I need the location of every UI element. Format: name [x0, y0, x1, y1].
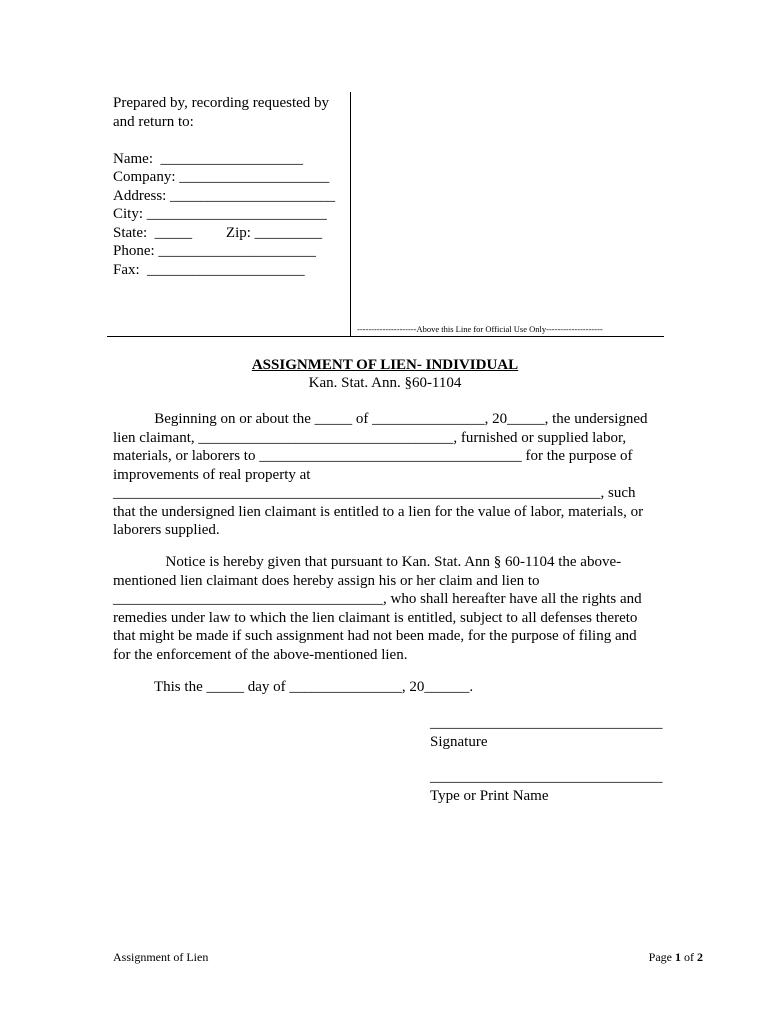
page-of: of: [681, 950, 697, 964]
date-line: This the _____ day of _______________, 20______.: [113, 679, 474, 695]
paragraph-notice: [113, 553, 673, 664]
page-total: 2: [697, 950, 703, 964]
paragraph-line: that might be made if such assignment had not been made, for the purpose of filing and: [113, 628, 637, 644]
paragraph-line: for the enforcement of the above-mentioned lien.: [113, 646, 408, 663]
prepared-by-line-1: Prepared by, recording requested by: [113, 95, 330, 111]
company-field: Company: ____________________: [113, 169, 330, 185]
paragraph-line: Beginning on or about the _____ of _______________, 20_____, the undersigned: [113, 411, 648, 427]
signature-label: Signature: [430, 733, 488, 750]
signature-block: [430, 714, 670, 751]
paragraph-line: ____________________________________, who shall hereafter have all the rights and: [113, 591, 642, 607]
city-field: City: ________________________: [113, 206, 327, 222]
fax-field: Fax: _____________________: [113, 261, 305, 278]
print-name-label: Type or Print Name: [430, 787, 549, 804]
header-vertical-divider: [350, 92, 351, 337]
document-title: ASSIGNMENT OF LIEN- INDIVIDUAL: [251, 357, 519, 373]
name-field: Name: ___________________: [113, 150, 303, 167]
page-prefix: Page: [648, 950, 675, 964]
prepared-by-line-2: and return to:: [113, 113, 194, 130]
print-name-rule: _______________________________: [430, 769, 663, 785]
paragraph-line: that the undersigned lien claimant is entitled to a lien for the value of labor, materials, or: [113, 503, 644, 520]
footer-page-number: [649, 948, 703, 967]
paragraph-line: materials, or laborers to ___________________________________ for the purpose of: [113, 448, 633, 464]
paragraph-beginning: [113, 410, 673, 540]
paragraph-line: Notice is hereby given that pursuant to Kan. Stat. Ann § 60-1104 the above-: [113, 554, 622, 570]
page-current: 1: [675, 950, 681, 964]
paragraph-line: remedies under law to which the lien claimant is entitled, subject to all defenses thereto: [113, 609, 638, 626]
paragraph-line: lien claimant, __________________________________, furnished or supplied labor,: [113, 429, 627, 446]
state-zip-field: State: _____ Zip: _________: [113, 224, 323, 241]
print-name-block: [430, 768, 670, 805]
address-field: Address: ______________________: [113, 187, 336, 204]
statute-reference: Kan. Stat. Ann. §60-1104: [308, 375, 462, 391]
prepared-by-block: [113, 94, 353, 279]
paragraph-line: _________________________________________________________________, such: [113, 485, 636, 501]
paragraph-line: improvements of real property at: [113, 466, 311, 483]
footer-document-name: Assignment of Lien: [113, 950, 209, 964]
paragraph-line: laborers supplied.: [113, 522, 220, 538]
paragraph-date: [113, 678, 673, 697]
signature-rule: _______________________________: [430, 715, 663, 731]
header-horizontal-divider: [107, 336, 664, 337]
paragraph-line: mentioned lien claimant does hereby assign his or her claim and lien to: [113, 572, 540, 589]
official-use-notice: ---------------------Above this Line for Official Use Only--------------------: [357, 324, 603, 334]
phone-field: Phone: _____________________: [113, 243, 316, 259]
blank-line: [113, 131, 353, 150]
